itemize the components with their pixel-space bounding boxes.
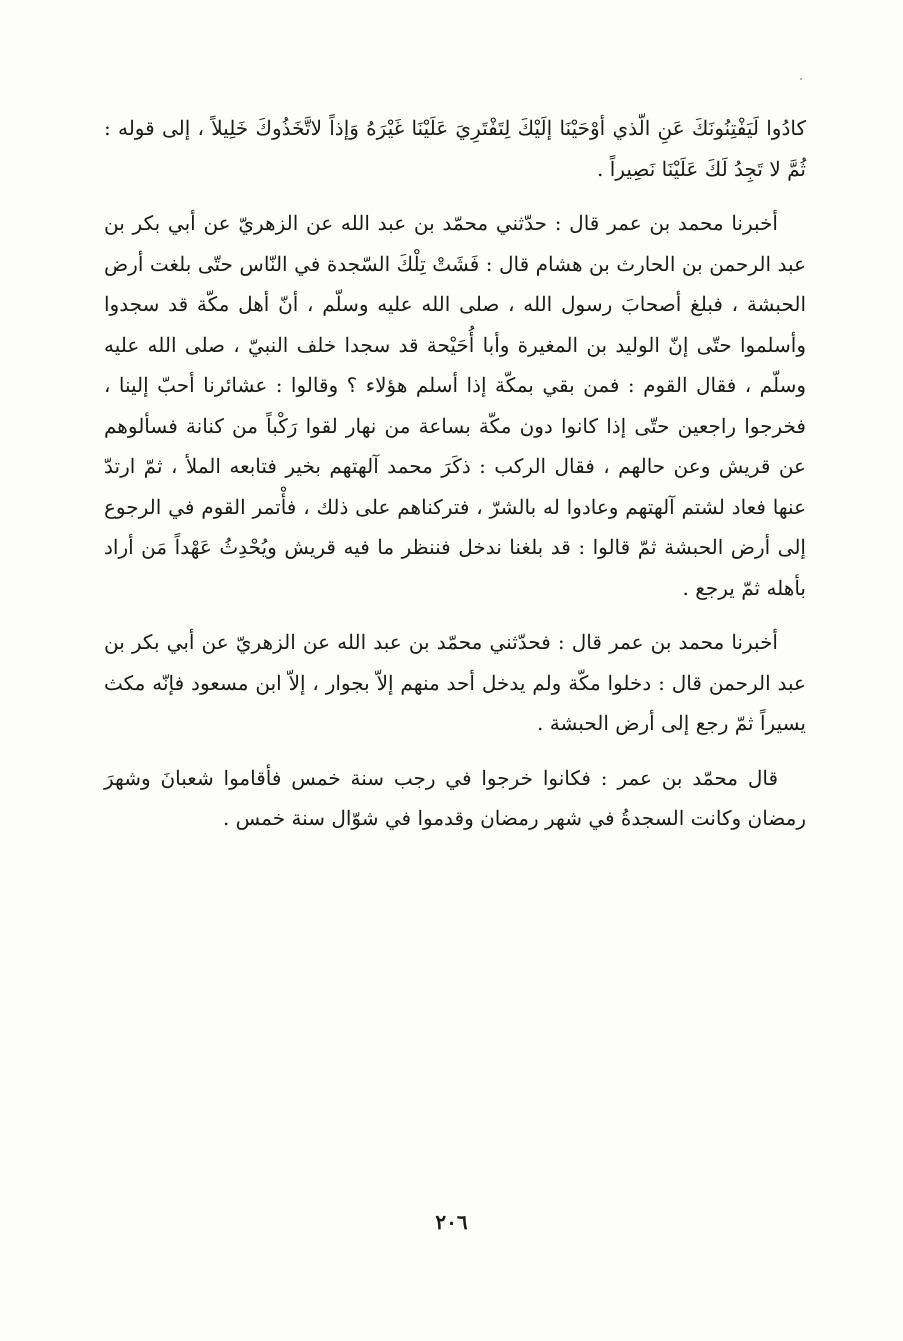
narration-paragraph-3: قال محمّد بن عمر : فكانوا خرجوا في رجب سنة خمس فأقاموا شعبانَ وشهرَ رمضان وكانت السجدةُ في شهر رمضان وقدموا في شوّال سنة خمس . bbox=[104, 765, 806, 830]
page-body bbox=[104, 108, 806, 853]
narration-paragraph-2: أخبرنا محمد بن عمر قال : فحدّثني محمّد بن عبد الله عن الزهريّ عن أبي بكر بن عبد الرحمن قال : دخلوا مكّة ولم يدخل أحد منهم إلاّ بجوار ، إلاّ ابن مسعود فإنّه مكث يسيراً ثمّ رجع إلى أرض الحبشة . bbox=[104, 630, 806, 735]
paper-speck bbox=[800, 78, 802, 80]
narration-paragraph-1: أخبرنا محمد بن عمر قال : حدّثني محمّد بن عبد الله عن الزهريّ عن أبي بكر بن عبد الرحمن بن الحارث بن هشام قال : فَشَتْ تِلْكَ السّجدة في النّاس حتّى بلغت أرض الحبشة ، فبلغ أصحابَ رسول الله ، صلى الله عليه وسلّم ، أنّ أهل مكّة قد سجدوا وأسلموا حتّى إنّ الوليد بن المغيرة وأبا أُحَيْحة قد سجدا خلف النبيّ ، صلى الله عليه وسلّم ، فقال القوم : فمن بقي بمكّة إذا أسلم هؤلاء ؟ وقالوا : عشائرنا أحبّ إلينا ، فخرجوا راجعين حتّى إذا كانوا دون مكّة بساعة من نهار لقوا رَكْباً من كنانة فسألوهم عن قريش وعن حالهم ، فقال الركب : ذكَرَ محمد آلهتهم بخير فتابعه الملأ ، ثمّ ارتدّ عنها فعاد لشتم آلهتهم وعادوا له بالشرّ ، فتركناهم على ذلك ، فأْتمر القوم في الرجوع إلى أرض الحبشة ثمّ قالوا : قد بلغنا ندخل فننظر ما فيه قريش ويُحْدِثُ عَهْداً مَن أراد بأهله ثمّ يرجع . bbox=[104, 211, 806, 600]
quran-verse-paragraph: كادُوا لَيَفْتِنُونَكَ عَنِ الّذي أوْحَيْنَا إلَيْكَ لِتَفْتَرِيَ عَلَيْنَا غَيْرَهُ وَإذاً لاتَّخَذُوكَ خَلِيلاً ، إلى قوله : ثُمَّ لا تَجِدُ لَكَ عَلَيْنَا نَصِيراً . bbox=[104, 116, 806, 181]
page-number: ٢٠٦ bbox=[435, 1210, 468, 1234]
